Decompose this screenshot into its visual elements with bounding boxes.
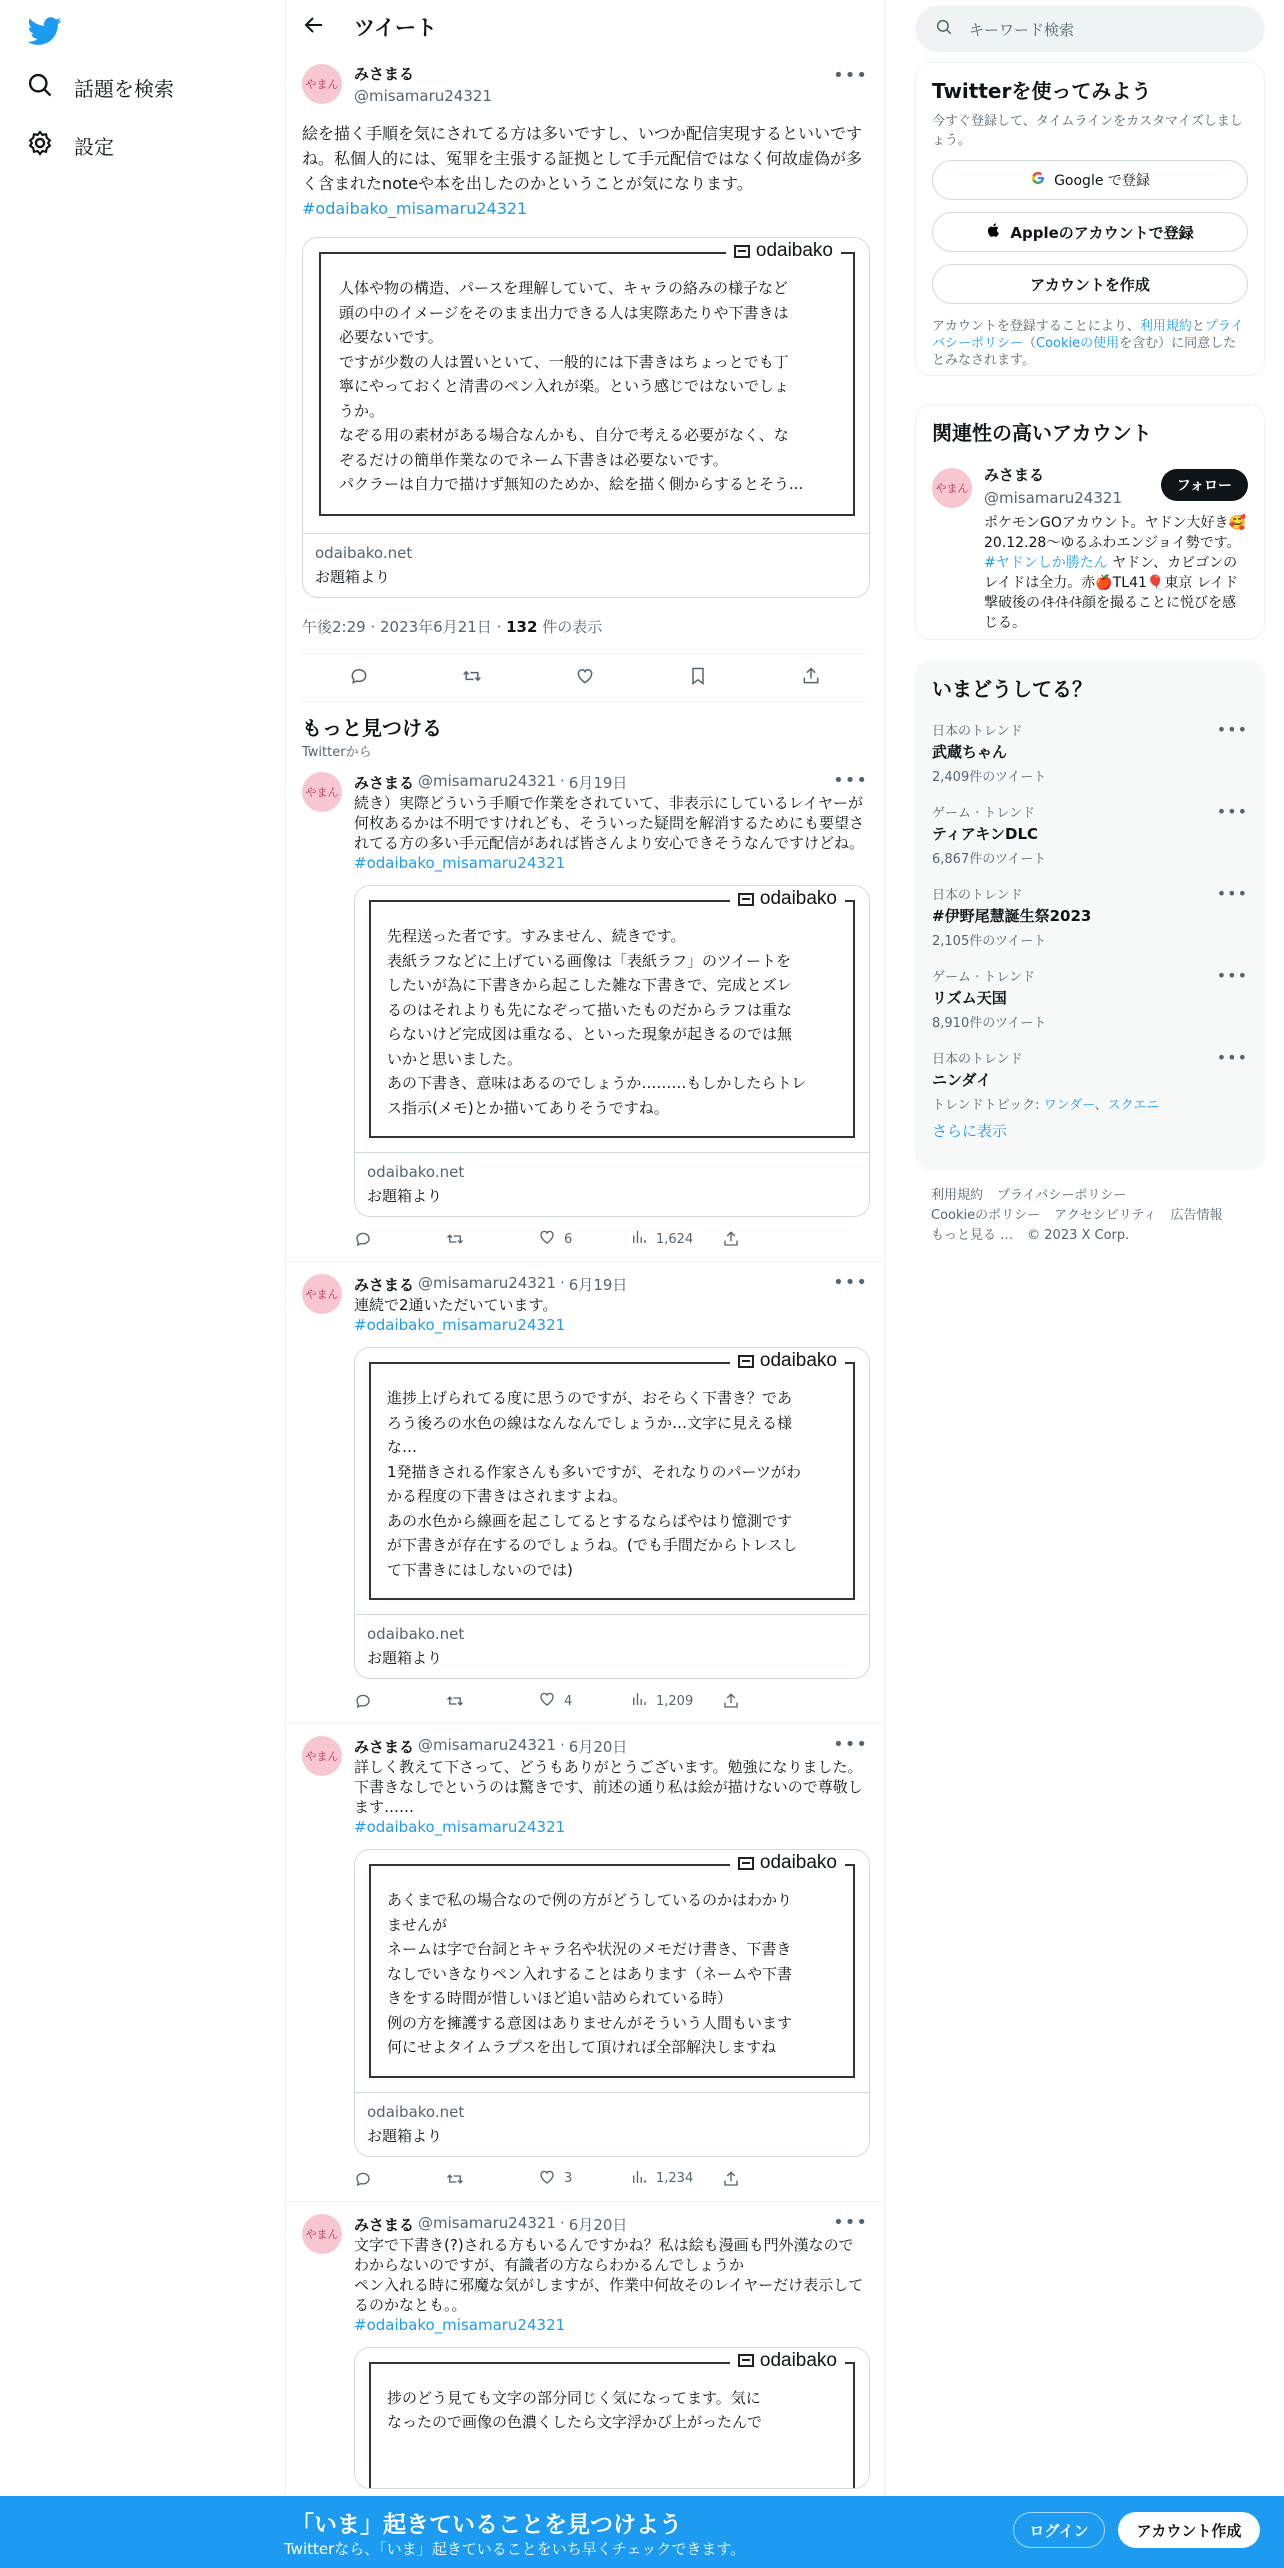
more-title: もっと見つける — [302, 716, 442, 740]
card-text-line: なしでいきなりペン入れすることはあります（ネームや下書 — [387, 1964, 793, 1983]
trend-count: 6,867件のツイート — [932, 852, 1047, 867]
reply-text-line: るのかなとも。。 — [354, 2295, 467, 2314]
view-count: 132 — [506, 618, 538, 636]
share-icon[interactable] — [801, 666, 821, 690]
tweet-date[interactable]: 2023年6月21日 — [380, 618, 492, 636]
reply-actions — [354, 1691, 868, 1711]
reply-date[interactable]: 6月19日 — [568, 1276, 628, 1294]
gear-icon — [26, 129, 54, 162]
card-title: お題箱より — [367, 1187, 443, 1205]
search-box[interactable] — [915, 6, 1265, 52]
login-button[interactable]: ログイン — [1013, 2512, 1105, 2548]
footer-links — [915, 1186, 1255, 1246]
nav-explore[interactable] — [26, 62, 174, 112]
like-button[interactable] — [538, 2168, 630, 2190]
like-button[interactable] — [538, 1690, 630, 1712]
reply-tweet[interactable]: やまん ••• みさまる @misamaru24321 · 6月20日 詳しく教えて下さって、どうもありがとうございます。勉強になりました。 下書きなしでというのは驚きです、前述の通り私は絵が描けないので尊敬し ます…… #odaibako_misamaru24321 odaibako あくまで私の場合なので例の方がどうしているのかはわかり ませんが ネームは字で台詞とキャラ名や状況のメモだけ書き、下書き なしでいきなりペン入れすることはあります（ネームや下書 きをする時間が惜しいほど追い詰められている時） 例の方を擁護する意図はありませんがそういう人間もいます 何にせよタイムラプスを出して頂ければ全部解決しますね odaibako.net お題箱より 3 1,234 — [286, 1724, 884, 2202]
reply-author-name[interactable]: みさまる — [354, 774, 415, 792]
reply-text-line: 続き）実際どういう手順で作業をされていて、非表示にしているレイヤーが — [354, 794, 863, 812]
tweet-actions — [302, 654, 868, 702]
card-text — [387, 1888, 847, 2060]
signup-banner — [0, 2496, 1284, 2568]
trend-name: ニンダイ — [932, 1071, 992, 1089]
reply-text — [354, 2235, 868, 2335]
reply-author-handle[interactable]: @misamaru24321 — [418, 1274, 556, 1292]
like-button[interactable] — [538, 1228, 630, 1250]
more-options-icon[interactable]: ••• — [1216, 966, 1248, 985]
tweet-meta: 午後2:29 · 2023年6月21日 · 132 件の表示 — [302, 598, 868, 654]
card-title: お題箱より — [367, 1649, 443, 1667]
odaibako-logo: odaibako — [726, 240, 841, 262]
card-text-line: あの下書き、意味はあるのでしょうか………もしかしたらトレ — [387, 1074, 807, 1092]
trend-name: #伊野尾慧誕生祭2023 — [932, 907, 1092, 925]
tweet-hashtag[interactable]: #odaibako_misamaru24321 — [302, 199, 528, 218]
reply-hashtag[interactable]: #odaibako_misamaru24321 — [354, 1818, 566, 1836]
search-icon — [26, 71, 54, 104]
card-text-line: うか。 — [339, 401, 385, 420]
join-title: Twitterを使ってみよう — [932, 79, 1152, 103]
trend-name: 武蔵ちゃん — [932, 743, 1008, 761]
show-more-link[interactable]: さらに表示 — [932, 1122, 1008, 1140]
card-text — [387, 1386, 847, 1582]
odaibako-logo: odaibako — [730, 1350, 845, 1372]
card-title: お題箱より — [315, 568, 391, 586]
page-title: ツイート — [354, 15, 437, 40]
card-text-line: が下書きが存在するのでしょうね。(でも手間だからトレスし — [387, 1536, 798, 1554]
card-domain: odaibako.net — [315, 544, 413, 562]
card-image — [355, 886, 869, 1152]
card-domain: odaibako.net — [367, 1163, 465, 1181]
related-panel — [915, 404, 1265, 640]
like-count: 6 — [564, 1231, 573, 1247]
reply-text-line: ます…… — [354, 1798, 415, 1816]
reply-hashtag[interactable]: #odaibako_misamaru24321 — [354, 2315, 566, 2334]
reply-list — [286, 760, 884, 2502]
related-name[interactable]: みさまる — [984, 466, 1045, 484]
reply-actions — [354, 1229, 868, 1249]
trend-context: ゲーム · トレンド — [932, 806, 1036, 821]
reply-icon[interactable] — [349, 666, 369, 690]
footer-ads[interactable]: 広告情報 — [1170, 1208, 1223, 1223]
google-signup-label: Google で登録 — [1054, 173, 1150, 189]
banner-subtitle: Twitterなら、「いま」起きていることをいち早くチェックできます。 — [284, 2540, 746, 2558]
author-handle[interactable]: @misamaru24321 — [354, 87, 492, 105]
card-text-line: ろう後ろの水色の線はなんなんでしょうか…文字に見える様 — [387, 1413, 793, 1432]
trend-item[interactable] — [916, 708, 1264, 790]
share-icon[interactable] — [722, 2170, 814, 2188]
cookie-link[interactable]: Cookieの使用 — [1036, 336, 1120, 351]
card-title: お題箱より — [367, 2126, 443, 2145]
retweet-icon[interactable] — [462, 666, 482, 690]
join-subtitle: 今すぐ登録して、タイムラインをカスタマイズしましょう。 — [932, 114, 1243, 148]
avatar[interactable]: やまん — [302, 1736, 342, 1776]
footer-terms[interactable]: 利用規約 — [931, 1188, 984, 1203]
follow-button[interactable]: フォロー — [1161, 469, 1248, 501]
reply-author-name[interactable]: みさまる — [354, 1738, 415, 1756]
nav-settings-label: 設定 — [74, 134, 114, 159]
card-image — [355, 1348, 869, 1614]
reply-text-line: 連続で2通いただいています。 — [354, 1296, 558, 1314]
terms-notice: アカウントを登録することにより、利用規約とプライバシーポリシー（Cookieの使用を含む）に同意したとみなされます。 — [932, 319, 1244, 368]
nav-settings[interactable] — [26, 120, 114, 170]
trend-context: 日本のトレンド — [932, 888, 1023, 903]
bio-hashtag[interactable]: #ヤドンしか勝たん — [984, 555, 1108, 571]
card-image — [303, 238, 869, 533]
like-icon — [538, 1690, 556, 1712]
view-label: 件の表示 — [542, 618, 603, 636]
views-count: 1,234 — [656, 2171, 694, 2186]
reply-icon[interactable] — [354, 1230, 446, 1248]
trend-context: 日本のトレンド — [932, 1052, 1023, 1067]
trend-topic-link[interactable]: ワンダー — [1043, 1098, 1095, 1113]
reply-author-name[interactable]: みさまる — [354, 1276, 415, 1294]
apple-signup-button[interactable] — [932, 212, 1248, 252]
tweet-time[interactable]: 午後2:29 — [302, 618, 366, 636]
link-card[interactable] — [354, 885, 870, 1217]
trend-item[interactable] — [916, 1036, 1264, 1118]
trends-title: いまどうしてる？ — [932, 677, 1092, 701]
retweet-icon[interactable] — [446, 1692, 538, 1710]
card-text-line: 先程送った者です。すみません、続きです。 — [387, 927, 686, 945]
google-signup-button[interactable] — [932, 160, 1248, 200]
like-count: 4 — [564, 1693, 573, 1709]
twitter-logo-icon[interactable] — [28, 14, 62, 48]
card-text-line: パクラーは自力で描けず無知のためか、絵を描く側からするとそう... — [339, 475, 804, 493]
main-tweet — [286, 53, 884, 654]
share-icon[interactable] — [722, 1692, 814, 1710]
google-icon — [1030, 170, 1046, 190]
views-button[interactable] — [630, 1690, 722, 1712]
more-subtitle: Twitterから — [302, 745, 372, 760]
odaibako-logo: odaibako — [730, 1852, 845, 1874]
views-count: 1,624 — [656, 1231, 694, 1247]
left-nav — [0, 0, 285, 2568]
reply-author-handle[interactable]: @misamaru24321 — [418, 1736, 556, 1754]
link-card[interactable] — [354, 2347, 870, 2489]
related-handle[interactable]: @misamaru24321 — [984, 489, 1122, 507]
card-text-line: 表紙ラフなどに上げている画像は「表紙ラフ」のツイートを — [387, 951, 791, 970]
trend-topics: トレンドトピック: ワンダー、スクエニ — [932, 1098, 1160, 1113]
more-options-icon[interactable]: ••• — [1216, 884, 1248, 903]
avatar[interactable]: やまん — [302, 1274, 342, 1314]
card-text-line: なったので画像の色濃くしたら文字浮かび上がったんで — [387, 2413, 763, 2431]
card-text — [387, 2386, 847, 2435]
reply-author-handle[interactable]: @misamaru24321 — [418, 772, 556, 790]
card-text-line: ネームは字で台詞とキャラ名や状況のメモだけ書き、下書き — [387, 1940, 792, 1958]
reply-text — [354, 1295, 868, 1335]
reply-text-line: わからないのですが、有識者の方ならわかるんでしょうか — [354, 2255, 745, 2274]
bookmark-icon[interactable] — [688, 666, 708, 690]
card-text-line: なぞる用の素材がある場合なんかも、自分で考える必要がなく、な — [339, 426, 789, 444]
card-text-line: らないけど完成図は重なる、といった現象が起きるのでは無 — [387, 1025, 793, 1043]
card-text-line: あの水色から線画を起こしてるとするならばやはり憶測です — [387, 1511, 793, 1530]
views-icon — [630, 2168, 648, 2190]
card-domain: odaibako.net — [367, 1625, 465, 1643]
reply-text-line: ペン入れる時に邪魔な気がしますが、作業中何故そのレイヤーだけ表示して — [354, 2275, 864, 2294]
reply-icon[interactable] — [354, 2170, 446, 2188]
search-icon — [935, 18, 953, 40]
nav-explore-label: 話題を検索 — [74, 76, 174, 101]
trend-count: 2,105件のツイート — [932, 934, 1047, 949]
card-text-line: ませんが — [387, 1915, 448, 1934]
card-image — [355, 2348, 869, 2488]
views-icon — [630, 1228, 648, 1250]
more-section-header — [286, 702, 884, 760]
like-icon — [538, 2168, 556, 2190]
reply-text-line: 文字で下書き(?)される方もいるんですかね？私は絵も漫画も門外漢なので — [354, 2235, 854, 2254]
card-text-line: いかと思いました。 — [387, 1049, 523, 1068]
views-icon — [630, 1690, 648, 1712]
card-text — [339, 276, 839, 497]
terms-link[interactable]: 利用規約 — [1139, 319, 1192, 334]
avatar[interactable]: やまん — [302, 2214, 342, 2254]
card-text-line: て下書きにはしないのでは) — [387, 1560, 573, 1579]
footer-privacy[interactable]: プライバシーポリシー — [997, 1188, 1127, 1203]
odaibako-logo: odaibako — [730, 888, 845, 910]
author-name[interactable]: みさまる — [354, 65, 415, 83]
reply-hashtag[interactable]: #odaibako_misamaru24321 — [354, 1316, 566, 1334]
like-icon — [538, 1228, 556, 1250]
avatar[interactable]: やまん — [302, 64, 342, 104]
trend-count: 2,409件のツイート — [932, 770, 1047, 785]
link-card[interactable] — [354, 1347, 870, 1679]
avatar[interactable]: やまん — [302, 772, 342, 812]
card-text-line: るのはそれよりも先になぞって描いたものだからラフは重な — [387, 1000, 793, 1019]
signup-button[interactable]: アカウント作成 — [1118, 2512, 1260, 2548]
more-options-icon[interactable]: ••• — [833, 1272, 868, 1293]
reply-text-line: れてる方の多い手元配信があれば皆さんより安心できそうなんですけどね。 — [354, 834, 865, 852]
card-text-line: かる程度の下書きはされますよね。 — [387, 1487, 628, 1505]
reply-text-line: 何枚あるかは不明ですけれども、そういった疑問を解消するためにも要望さ — [354, 814, 865, 832]
views-button[interactable] — [630, 2168, 722, 2190]
reply-hashtag[interactable]: #odaibako_misamaru24321 — [354, 854, 566, 872]
trends-panel — [915, 660, 1265, 1170]
views-button[interactable] — [630, 1228, 722, 1250]
tweet-header — [286, 0, 884, 53]
card-text-line: 1発描きされる作家さんも多いですが、それなりのパーツがわ — [387, 1462, 801, 1481]
reply-author-name[interactable]: みさまる — [354, 2215, 415, 2234]
reply-date[interactable]: 6月20日 — [568, 1738, 628, 1756]
apple-signup-label: Appleのアカウントで登録 — [1010, 223, 1194, 242]
card-text-line: ス指示(メモ)とか描いてありそうですね。 — [387, 1098, 669, 1117]
card-text-line: 例の方を擁護する意図はありませんがそういう人間もいます — [387, 2013, 793, 2032]
more-options-icon[interactable]: ••• — [1216, 802, 1248, 821]
avatar[interactable]: やまん — [932, 468, 972, 508]
footer-copyright: © 2023 X Corp. — [1027, 1228, 1130, 1243]
trend-list — [916, 708, 1264, 1118]
trend-item[interactable] — [916, 872, 1264, 954]
reply-actions — [354, 2169, 868, 2189]
reply-text — [354, 1757, 868, 1837]
trend-item[interactable] — [916, 954, 1264, 1036]
more-options-icon[interactable]: ••• — [1216, 720, 1248, 739]
odaibako-logo: odaibako — [730, 2350, 845, 2372]
reply-icon[interactable] — [354, 1692, 446, 1710]
reply-tweet[interactable]: やまん ••• みさまる @misamaru24321 · 6月19日 連続で2通いただいています。 #odaibako_misamaru24321 odaibako 進捗上げられてる度に思うのですが、おそらく下書き？であ ろう後ろの水色の線はなんなんでしょうか…文字に見える様 な… 1発描きされる作家さんも多いですが、それなりのパーツがわ かる程度の下書きはされますよね。 あの水色から線画を起こしてるとするならばやはり憶測です が下書きが存在するのでしょうね。(でも手間だからトレスし て下書きにはしないのでは) odaibako.net お題箱より 4 1,209 — [286, 1262, 884, 1724]
card-text-line: 進捗上げられてる度に思うのですが、おそらく下書き？であ — [387, 1389, 793, 1407]
more-options-icon[interactable]: ••• — [1216, 1048, 1248, 1067]
search-input[interactable]: キーワード検索 — [969, 20, 1075, 39]
link-card[interactable] — [302, 237, 870, 598]
reply-tweet[interactable]: やまん ••• みさまる @misamaru24321 · 6月20日 文字で下書き(?)される方もいるんですかね？私は絵も漫画も門外漢なので わからないのですが、有識者の方ならわかるんでしょうか ペン入れる時に邪魔な気がしますが、作業中何故そのレイヤーだけ表示して るのかなとも。。 #odaibako_misamaru24321 odaibako 捗のどう見ても文字の部分同じく気になってます。気に なったので画像の色濃くしたら文字浮かび上がったんで — [286, 2202, 884, 2502]
banner-title: 「いま」起きていることを見つけよう — [291, 2512, 682, 2538]
card-text-line: ですが少数の人は置いといて、一般的には下書きはちょっとでも丁 — [339, 352, 789, 371]
card-text-line: 寧にやっておくと清書のペン入れが楽。という感じではないでしょ — [339, 377, 790, 395]
card-text-line: 人体や物の構造、パースを理解していて、キャラの絡みの様子など — [339, 279, 788, 297]
card-image — [355, 1850, 869, 2092]
more-options-icon[interactable]: ••• — [833, 770, 868, 791]
privacy-link[interactable]: プライバシーポリシー — [932, 319, 1244, 351]
share-icon[interactable] — [722, 1230, 814, 1248]
more-options-icon[interactable]: ••• — [833, 65, 868, 86]
reply-text — [354, 793, 868, 873]
apple-icon — [986, 222, 1002, 242]
like-count: 3 — [564, 2171, 573, 2186]
retweet-icon[interactable] — [446, 2170, 538, 2188]
card-text-line: 頭の中のイメージをそのまま出力できる人は実際あたりや下書きは — [339, 303, 789, 322]
back-arrow-icon[interactable] — [302, 13, 326, 41]
reply-tweet[interactable]: やまん ••• みさまる @misamaru24321 · 6月19日 続き）実際どういう手順で作業をされていて、非表示にしているレイヤーが 何枚あるかは不明ですけれども、そういった疑問を解消するためにも要望さ れてる方の多い手元配信があれば皆さんより安心できそうなんですけどね。 #odaibako_misamaru24321 odaibako 先程送った者です。すみません、続きです。 表紙ラフなどに上げている画像は「表紙ラフ」のツイートを したいが為に下書きから起こした雑な下書きで、完成とズレ るのはそれよりも先になぞって描いたものだからラフは重な らないけど完成図は重なる、といった現象が起きるのでは無 いかと思いました。 あの下書き、意味はあるのでしょうか………もしかしたらトレ ス指示(メモ)とか描いてありそうですね。 odaibako.net お題箱より 6 1,624 — [286, 760, 884, 1262]
link-card[interactable] — [354, 1849, 870, 2157]
views-count: 1,209 — [656, 1693, 694, 1709]
card-text-line: ぞるだけの簡単作業なのでネーム下書きは必要ないです。 — [339, 450, 728, 469]
card-text-line: 必要ないです。 — [339, 328, 443, 346]
more-options-icon[interactable]: ••• — [833, 1734, 868, 1755]
related-bio: ポケモンGOアカウント。ヤドン大好き🥰 20.12.28〜ゆるふわエンジョイ勢です。#ヤドンしか勝たん ヤドン、カビゴンのレイドは全力。赤🍎TL41🎈東京 レイド撃破後のｲｷｲｷｲｷ顔を撮ることに悦びを感じる。 — [984, 515, 1246, 631]
trend-name: ティアキンDLC — [932, 825, 1039, 843]
trend-item[interactable] — [916, 790, 1264, 872]
join-panel — [915, 62, 1265, 376]
trend-count: 8,910件のツイート — [932, 1016, 1047, 1031]
trend-topic-link[interactable]: スクエニ — [1107, 1098, 1160, 1113]
tweet-text: 絵を描く手順を気にされてる方は多いですし、いつか配信実現するといいですね。私個人的には、冤罪を主張する証拠として手元配信ではなく何故虚偽が多く含まれたnoteや本を出したのかということが気になります。 — [302, 124, 863, 193]
more-options-icon[interactable]: ••• — [833, 2211, 868, 2233]
trend-context: ゲーム · トレンド — [932, 970, 1036, 985]
card-text-line: あくまで私の場合なので例の方がどうしているのかはわかり — [387, 1891, 793, 1909]
retweet-icon[interactable] — [446, 1230, 538, 1248]
trend-context: 日本のトレンド — [932, 724, 1023, 739]
card-text-line: 捗のどう見ても文字の部分同じく気になってます。気に — [387, 2388, 761, 2407]
reply-text-line: 詳しく教えて下さって、どうもありがとうございます。勉強になりました。 — [354, 1758, 863, 1776]
reply-date[interactable]: 6月19日 — [568, 774, 628, 792]
trend-name: リズム天国 — [932, 989, 1007, 1007]
card-text-line: したいが為に下書きから起こした雑な下書きで、完成とズレ — [387, 976, 792, 994]
main-column — [285, 0, 885, 2568]
footer-accessibility[interactable]: アクセシビリティ — [1054, 1208, 1157, 1223]
create-account-label: アカウントを作成 — [1030, 275, 1150, 294]
card-text-line: 何にせよタイムラプスを出して頂ければ全部解決しますね — [387, 2038, 777, 2056]
reply-text-line: 下書きなしでというのは驚きです、前述の通り私は絵が描けないので尊敬し — [354, 1778, 863, 1796]
card-domain: odaibako.net — [367, 2102, 465, 2121]
reply-author-handle[interactable]: @misamaru24321 — [418, 2213, 556, 2232]
reply-date[interactable]: 6月20日 — [568, 2215, 628, 2234]
card-text-line: きをする時間が惜しいほど追い詰められている時） — [387, 1989, 733, 2007]
related-title: 関連性の高いアカウント — [932, 421, 1152, 445]
card-text — [387, 924, 847, 1120]
footer-cookie[interactable]: Cookieのポリシー — [931, 1208, 1041, 1223]
footer-more[interactable]: もっと見る … — [931, 1228, 1014, 1243]
create-account-button[interactable] — [932, 264, 1248, 304]
card-text-line: な… — [387, 1438, 418, 1456]
like-icon[interactable] — [575, 666, 595, 690]
